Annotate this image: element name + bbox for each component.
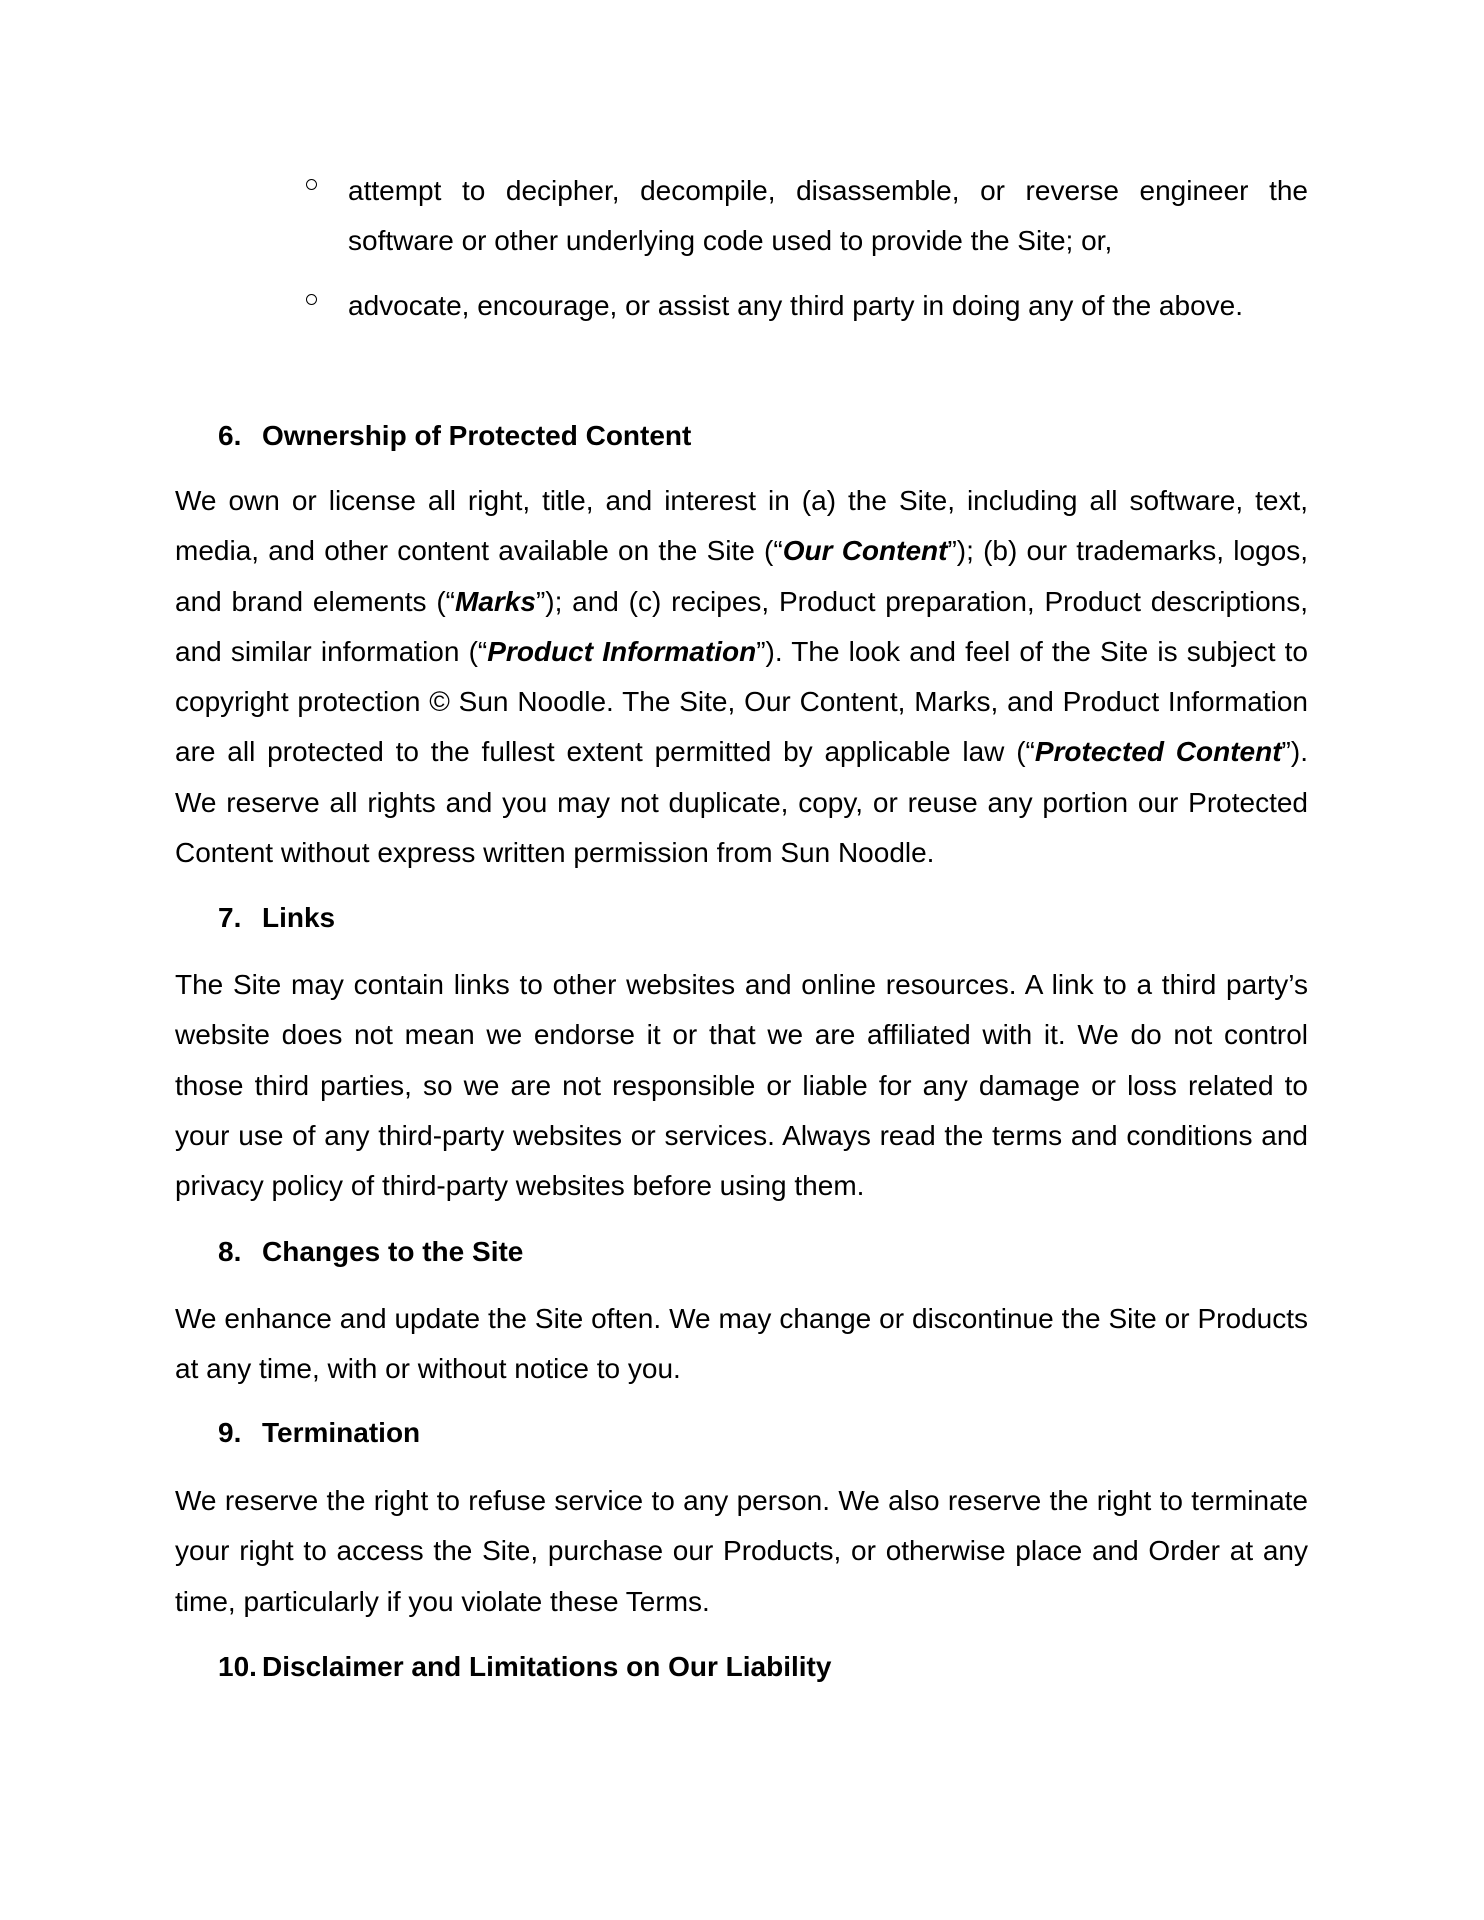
hollow-circle-bullet-icon [306,179,317,190]
sub-bullet-list [306,166,1308,346]
section-heading-7 [218,898,335,938]
bullet-text: attempt to decipher, decompile, disassemble, or reverse engineer the software or other underlying code used to provide the Site; or, [348,175,1308,256]
defined-term: Our Content [782,535,948,567]
section-heading-8 [218,1232,523,1272]
section-9-body: We reserve the right to refuse service to any person. We also reserve the right to terminate your right to access the Site, purchase our Products, or otherwise place and Order at any time, particularly if you violate these Terms. [175,1485,1308,1617]
section-title: Changes to the Site [262,1236,524,1267]
section-title: Termination [262,1417,421,1448]
section-number: 10. [218,1651,257,1682]
list-item [306,281,1308,331]
section-6-body: We own or license all right, title, and interest in (a) the Site, including all software, text, media, and other content available on the Site (“Our Content”); (b) our trademarks, logos, and brand elements (“Marks”); and (c) recipes, Product preparation, Product descriptions, and similar information (“Product Information”). The look and feel of the Site is subject to copyright protection © Sun Noodle. The Site, Our Content, Marks, and Product Information are all protected to the fullest extent permitted by applicable law (“Protected Content”). We reserve all rights and you may not duplicate, copy, or reuse any portion our Protected Content without express written permission from Sun Noodle. [175,485,1308,869]
section-8-body: We enhance and update the Site often. We may change or discontinue the Site or Products at any time, with or without notice to you. [175,1303,1308,1385]
section-heading-9 [218,1413,420,1453]
defined-term: Product Information [487,635,757,667]
list-item [306,166,1308,266]
hollow-circle-bullet-icon [306,294,317,305]
section-number: 9. [218,1417,242,1448]
section-title: Links [262,902,336,933]
defined-term: Protected Content [1034,736,1282,768]
section-title: Ownership of Protected Content [262,420,692,451]
defined-term: Marks [455,585,536,617]
bullet-text: advocate, encourage, or assist any third party in doing any of the above. [348,290,1244,321]
section-title: Disclaimer and Limitations on Our Liability [262,1651,832,1682]
section-number: 8. [218,1236,242,1267]
section-number: 7. [218,902,242,933]
section-heading-6 [218,416,691,456]
section-7-body: The Site may contain links to other websites and online resources. A link to a third party’s website does not mean we endorse it or that we are affiliated with it. We do not control those third parties, so we are not responsible or liable for any damage or loss related to your use of any third-party websites or services. Always read the terms and conditions and privacy policy of third-party websites before using them. [175,969,1308,1202]
section-heading-10 [218,1647,831,1687]
section-number: 6. [218,420,242,451]
